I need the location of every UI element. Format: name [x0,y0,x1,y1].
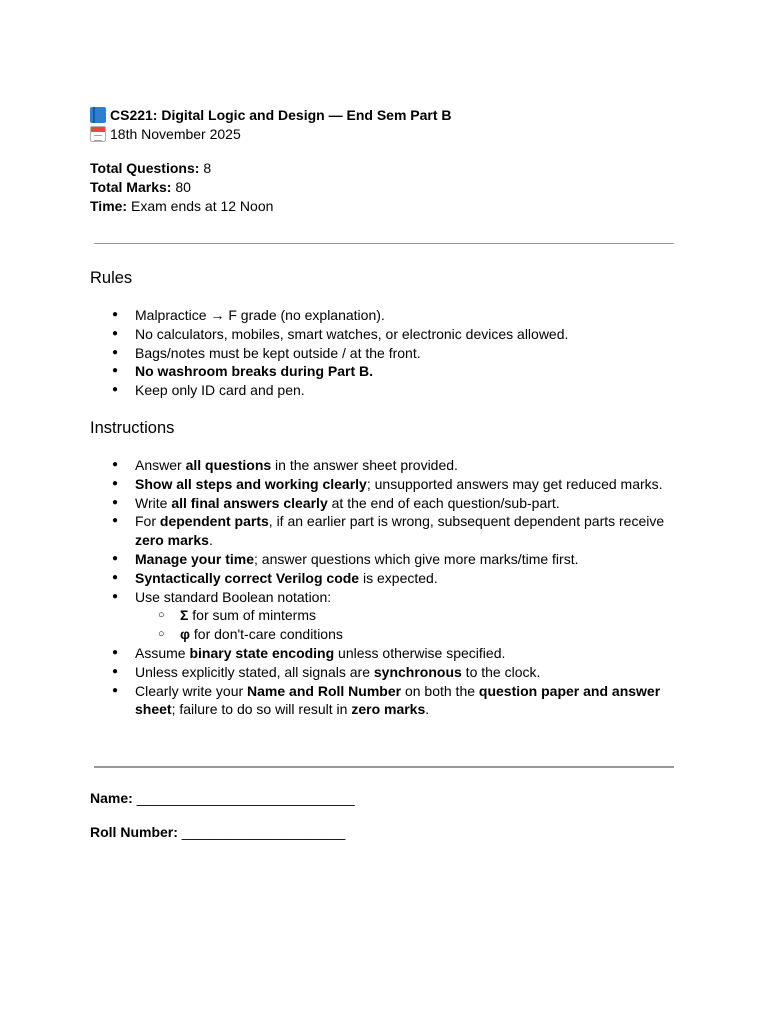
rule-item: ● Malpractice → F grade (no explanation). [90,306,680,325]
time-info [90,197,680,216]
rules-list [90,306,680,400]
roll-number-blank[interactable]: _____________________ [181,824,346,840]
total-marks-label: Total Marks: [90,179,172,195]
exam-title: CS221: Digital Logic and Design — End Sem Part B [110,107,452,123]
instructions-list [90,456,680,719]
notation-item-phi: ○ φ for don't-care conditions [135,625,680,644]
time-value: Exam ends at 12 Noon [130,198,274,214]
name-label: Name: [90,790,133,806]
instruction-item: ● Manage your time; answer questions which give more marks/time first. [90,550,680,569]
exam-title-line [90,106,680,125]
roll-number-field[interactable] [90,824,345,840]
instruction-item: ● Write all final answers clearly at the end of each question/sub-part. [90,494,680,513]
exam-meta [90,159,680,216]
exam-date: 18th November 2025 [110,126,241,142]
instruction-item: ● Syntactically correct Verilog code is expected. [90,569,680,588]
instruction-item: ● Unless explicitly stated, all signals are synchronous to the clock. [90,663,680,682]
rule-item: ● Keep only ID card and pen. [90,381,680,400]
rules-heading: Rules [90,269,133,287]
instruction-item: ● Answer all questions in the answer sheet provided. [90,456,680,475]
instruction-item: ● Use standard Boolean notation: ○ Σ for sum of minterms ○ φ for don't-care conditions [90,588,680,644]
divider-bottom [94,766,674,768]
instructions-heading: Instructions [90,419,175,437]
instruction-item: ● Show all steps and working clearly; unsupported answers may get reduced marks. [90,475,680,494]
rule-item [90,362,680,381]
exam-date-line [90,125,680,144]
name-field[interactable] [90,790,355,806]
name-blank[interactable]: ____________________________ [136,790,355,806]
total-marks [90,178,680,197]
rule-item-text: No washroom breaks during Part B. [135,363,374,380]
divider-top [94,243,674,244]
exam-document [90,106,680,840]
rule-item: ● No calculators, mobiles, smart watches, or electronic devices allowed. [90,325,680,344]
total-marks-value: 80 [175,179,191,195]
instruction-item: ● For dependent parts, if an earlier part is wrong, subsequent dependent parts receive zero marks. [90,512,680,550]
calendar-icon [90,126,106,142]
instruction-item: ● Clearly write your Name and Roll Number on both the question paper and answer sheet; failure to do so will result in zero marks. [90,682,680,720]
time-label: Time: [90,198,128,214]
rule-item: ● Bags/notes must be kept outside / at the front. [90,344,680,363]
roll-number-label: Roll Number: [90,824,178,840]
total-questions-label: Total Questions: [90,160,200,176]
total-questions [90,159,680,178]
notation-item-sigma: ○ Σ for sum of minterms [135,606,680,625]
book-icon [90,107,106,123]
total-questions-value: 8 [203,160,212,176]
instruction-item: ● Assume binary state encoding unless otherwise specified. [90,644,680,663]
notation-sublist [135,606,680,644]
